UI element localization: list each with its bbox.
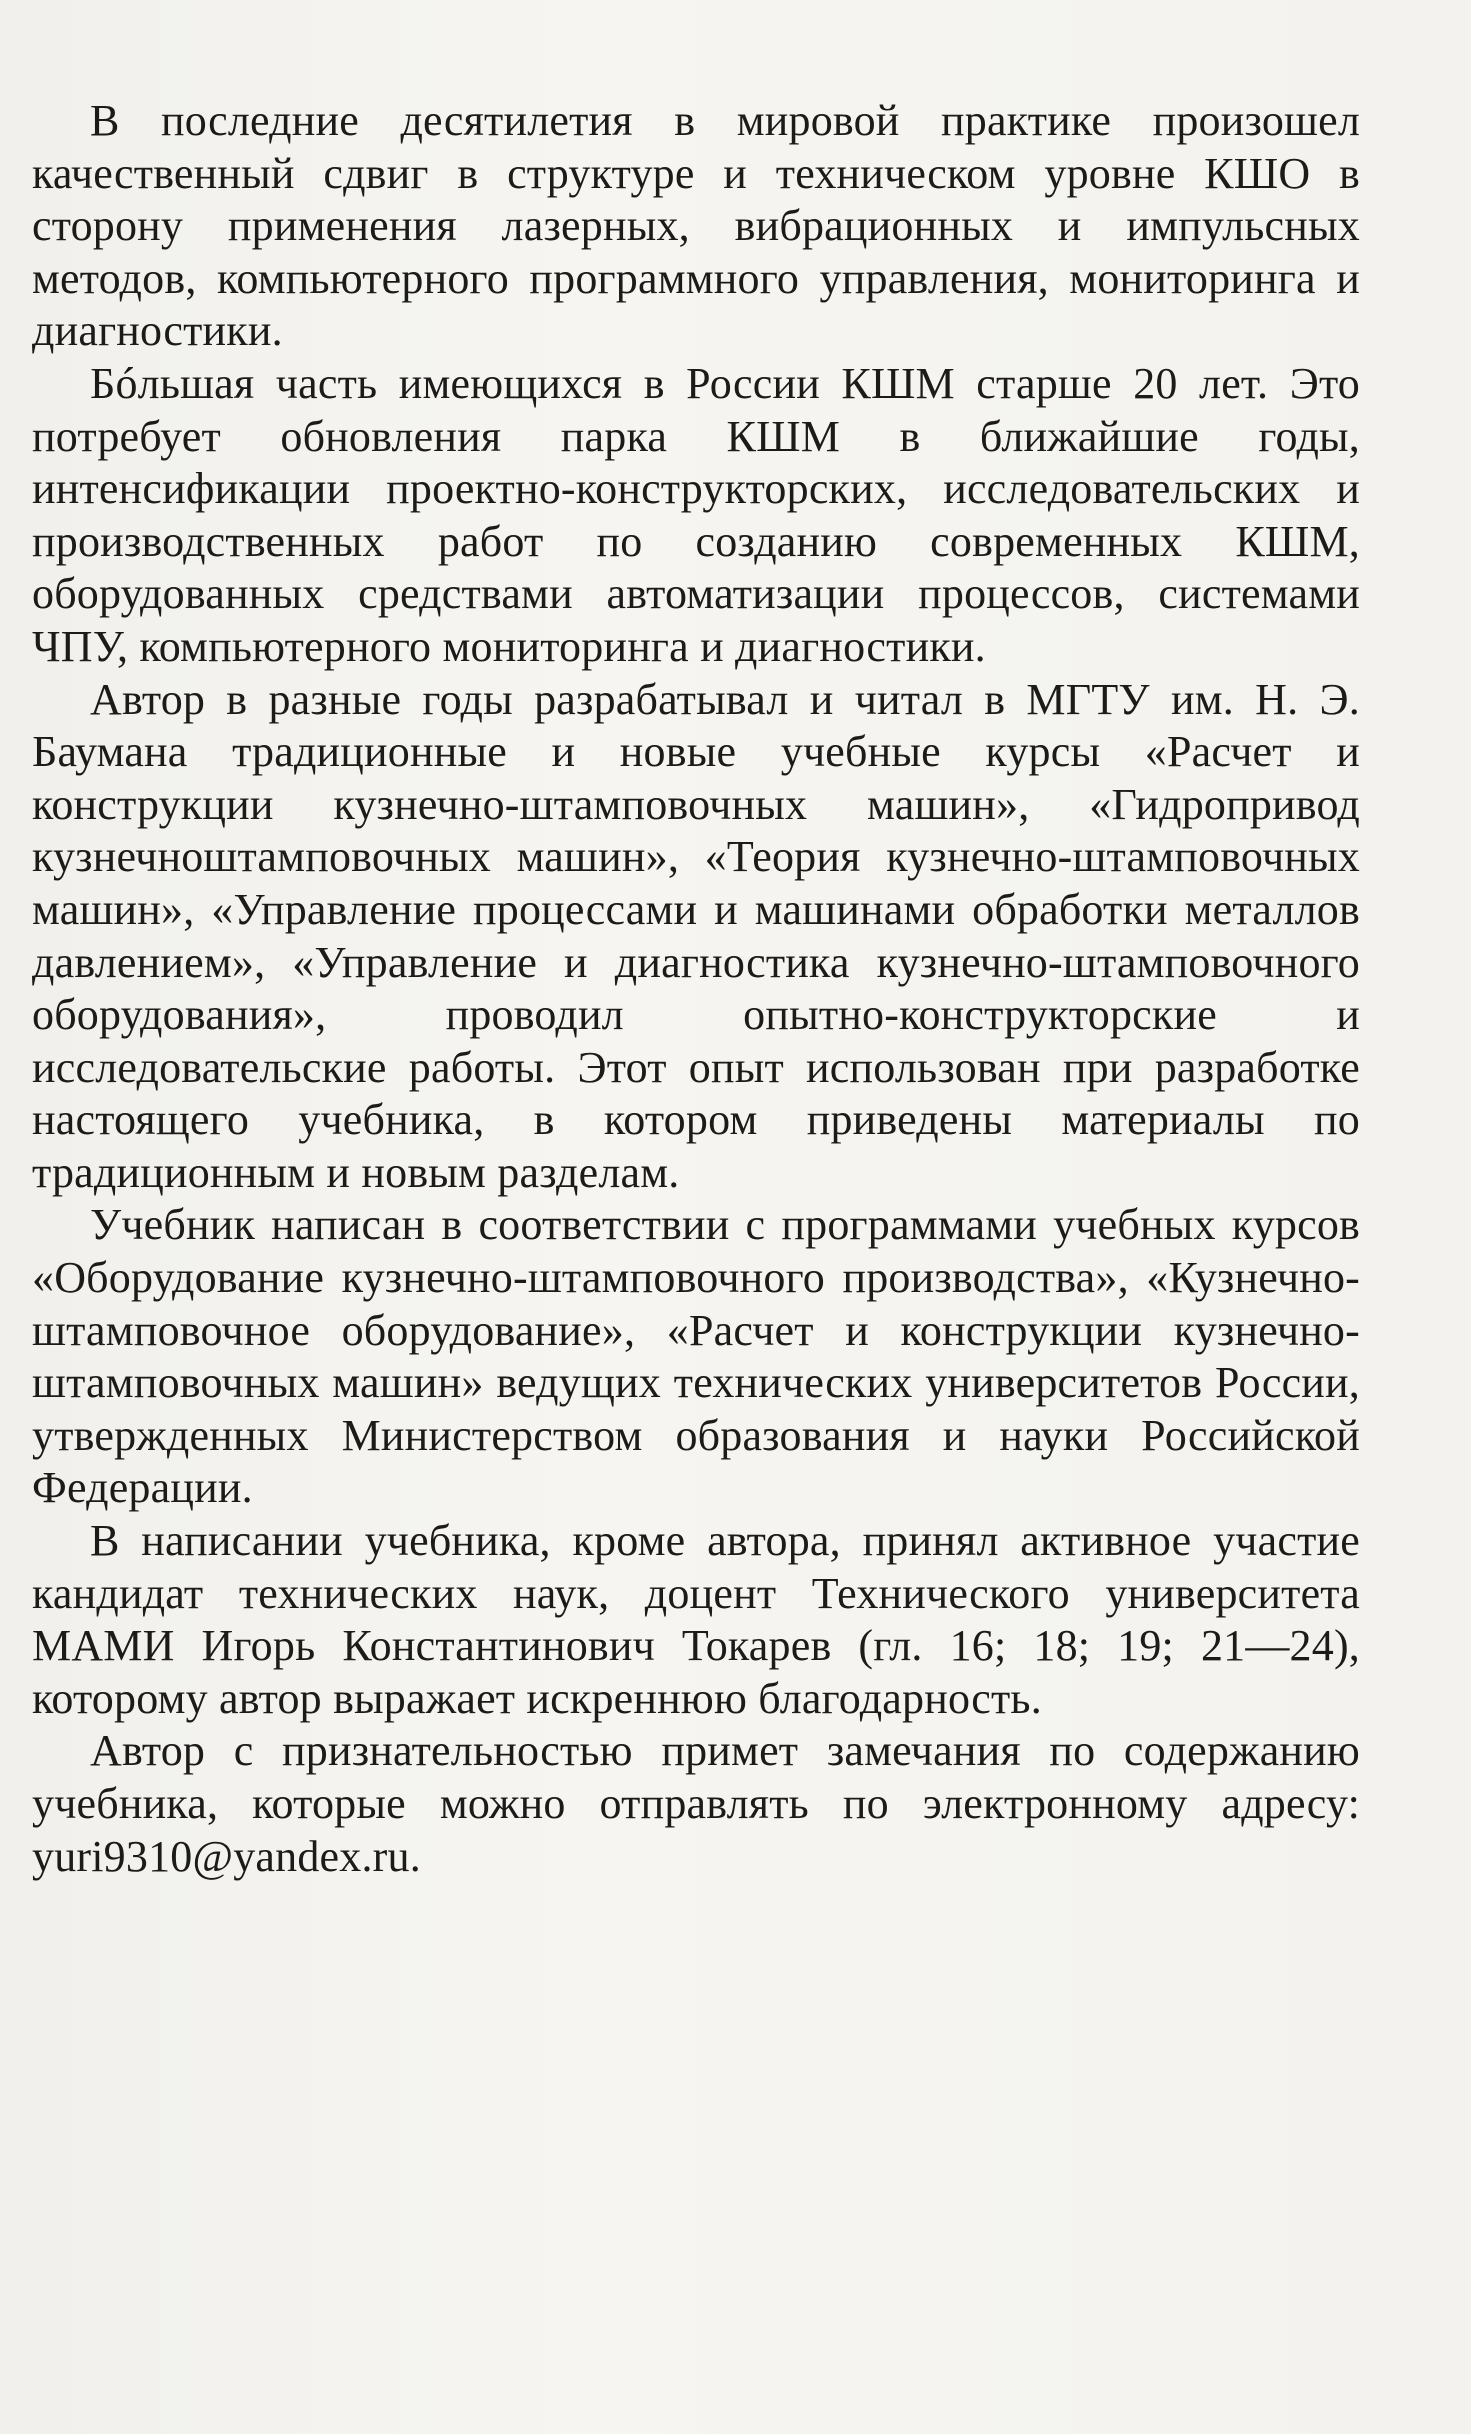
paragraph-1: В последние десятилетия в мировой практике произошел качественный сдвиг в структуре и техническом уровне КШО в сторону применения лазерных, вибрационных и импульсных методов, компьютерного программного управления, мониторинга и диагностики. [32,96,1360,356]
preface-text [32,95,1360,1883]
paragraph-3: Автор в разные годы разрабатывал и читал в МГТУ им. Н. Э. Баумана традиционные и новые учебные курсы «Расчет и конструкции кузнечно-штамповочных машин», «Гидропривод кузнечноштамповочных машин», «Теория кузнечно-штамповочных машин», «Управление процессами и машинами обработки металлов давлением», «Управление и диагностика кузнечно-штамповочного оборудования», проводил опытно-конструкторские и исследовательские работы. Этот опыт использован при разработке настоящего учебника, в котором приведены материалы по традиционным и новым разделам. [32,674,1360,1197]
paragraph-5: В написании учебника, кроме автора, принял активное участие кандидат технических наук, доцент Технического университета МАМИ Игорь Константинович Токарев (гл. 16; 18; 19; 21—24), которому автор выражает искреннюю благодарность. [32,1516,1360,1723]
paragraph-4: Учебник написан в соответствии с программами учебных курсов «Оборудование кузнечно-штамповочного производства», «Кузнечно-штамповочное оборудование», «Расчет и конструкции кузнечно-штамповочных машин» ведущих технических университетов России, утвержденных Министерством образования и науки Российской Федерации. [32,1200,1360,1513]
paragraph-6: Автор с признательностью примет замечания по содержанию учебника, которые можно отправлять по электронному адресу: yuri9310@yandex.ru. [32,1726,1360,1881]
paragraph-2: Бóльшая часть имеющихся в России КШМ старше 20 лет. Это потребует обновления парка КШМ в ближайшие годы, интенсификации проектно-конструкторских, исследовательских и производственных работ по созданию современных КШМ, оборудованных средствами автоматизации процессов, системами ЧПУ, компьютерного мониторинга и диагностики. [32,358,1360,671]
